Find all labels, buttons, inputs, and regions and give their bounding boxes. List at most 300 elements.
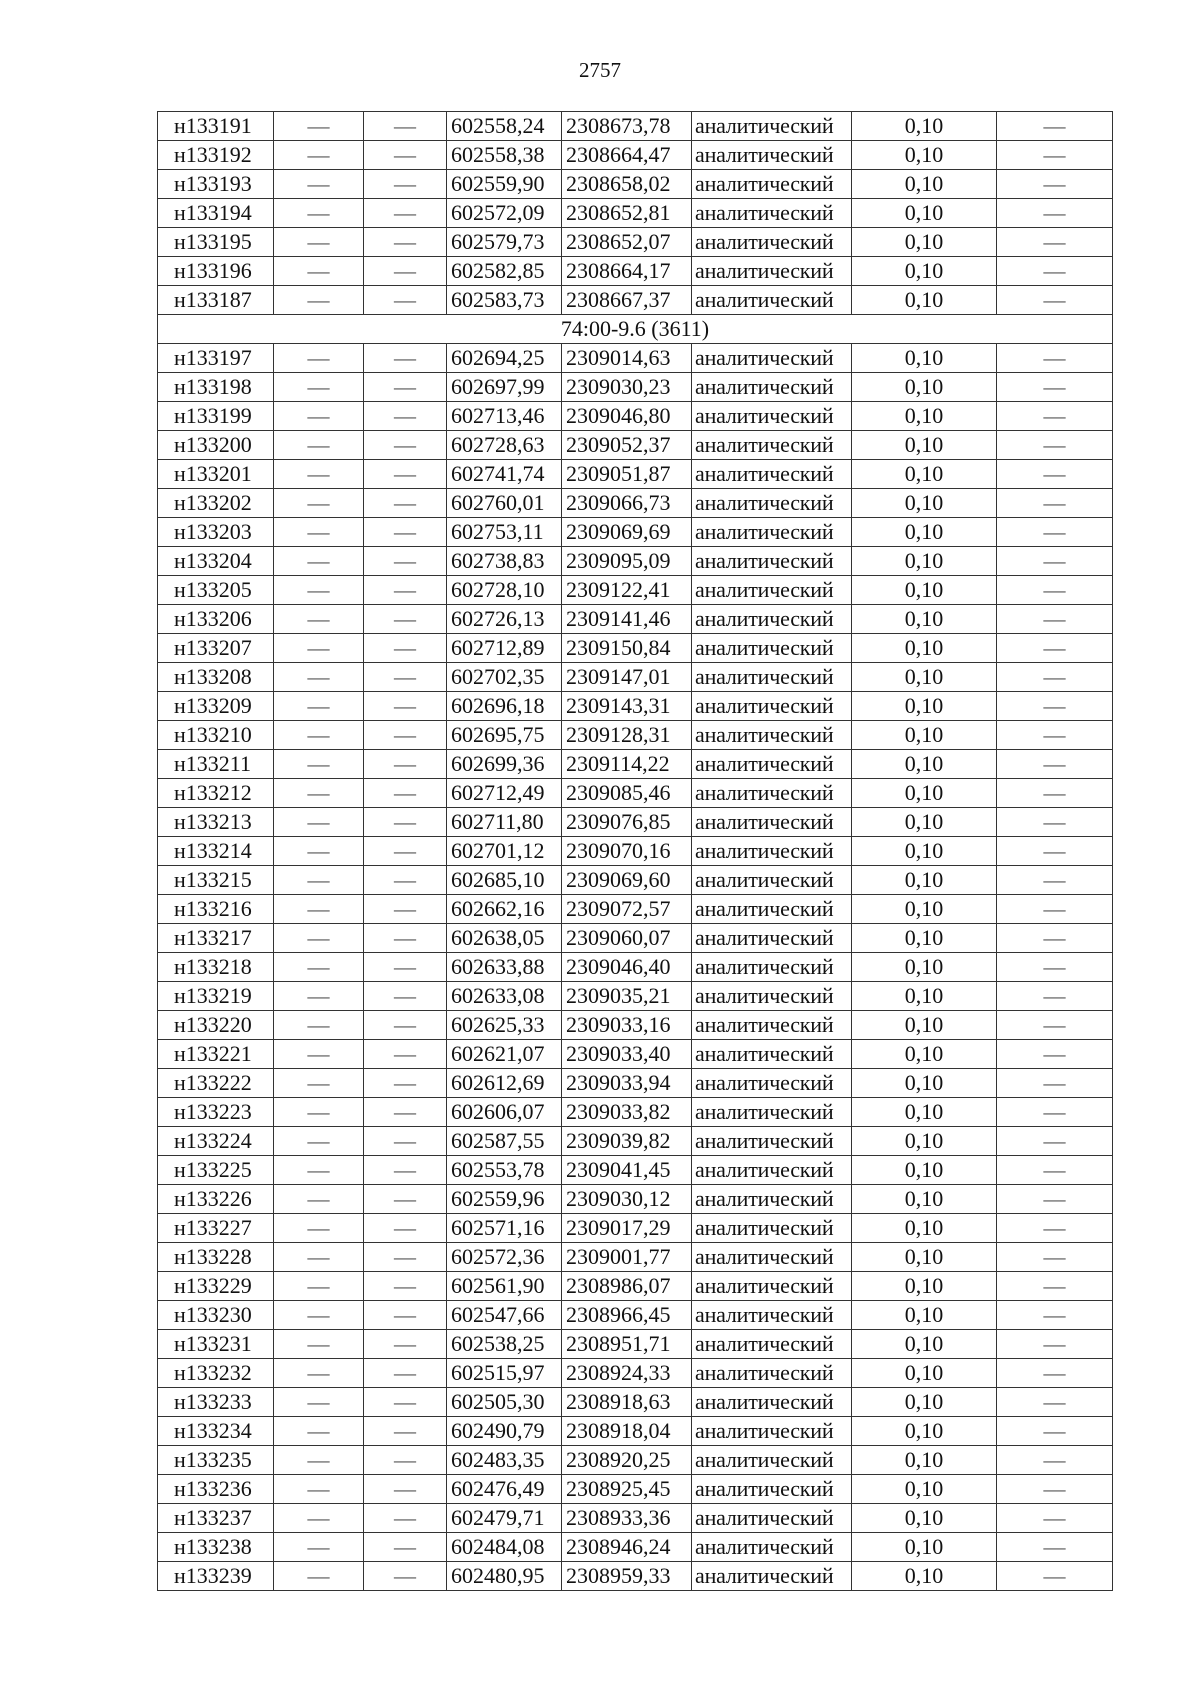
- dash-cell-1: —: [274, 663, 364, 692]
- dash-cell-2: —: [364, 141, 447, 170]
- dash-cell-2: —: [364, 605, 447, 634]
- x-coordinate-cell: 602633,88: [447, 953, 562, 982]
- y-coordinate-cell: 2308933,36: [562, 1504, 692, 1533]
- dash-cell-2: —: [364, 228, 447, 257]
- accuracy-cell: 0,10: [852, 924, 997, 953]
- dash-cell-1: —: [274, 982, 364, 1011]
- dash-cell-2: —: [364, 895, 447, 924]
- method-cell: аналитический: [692, 112, 852, 141]
- dash-cell-1: —: [274, 576, 364, 605]
- accuracy-cell: 0,10: [852, 286, 997, 315]
- accuracy-cell: 0,10: [852, 1359, 997, 1388]
- x-coordinate-cell: 602695,75: [447, 721, 562, 750]
- note-cell: —: [997, 1069, 1113, 1098]
- y-coordinate-cell: 2309150,84: [562, 634, 692, 663]
- y-coordinate-cell: 2309052,37: [562, 431, 692, 460]
- accuracy-cell: 0,10: [852, 1446, 997, 1475]
- dash-cell-1: —: [274, 170, 364, 199]
- dash-cell-1: —: [274, 1417, 364, 1446]
- x-coordinate-cell: 602476,49: [447, 1475, 562, 1504]
- dash-cell-1: —: [274, 837, 364, 866]
- y-coordinate-cell: 2309033,82: [562, 1098, 692, 1127]
- table-row: [158, 228, 1113, 257]
- accuracy-cell: 0,10: [852, 1127, 997, 1156]
- point-id-cell: н133201: [158, 460, 274, 489]
- accuracy-cell: 0,10: [852, 953, 997, 982]
- method-cell: аналитический: [692, 257, 852, 286]
- y-coordinate-cell: 2308918,63: [562, 1388, 692, 1417]
- accuracy-cell: 0,10: [852, 837, 997, 866]
- page-number: 2757: [579, 58, 621, 82]
- accuracy-cell: 0,10: [852, 692, 997, 721]
- accuracy-cell: 0,10: [852, 1069, 997, 1098]
- method-cell: аналитический: [692, 344, 852, 373]
- x-coordinate-cell: 602633,08: [447, 982, 562, 1011]
- method-cell: аналитический: [692, 1475, 852, 1504]
- dash-cell-2: —: [364, 402, 447, 431]
- x-coordinate-cell: 602728,10: [447, 576, 562, 605]
- point-id-cell: н133204: [158, 547, 274, 576]
- point-id-cell: н133219: [158, 982, 274, 1011]
- dash-cell-1: —: [274, 866, 364, 895]
- method-cell: аналитический: [692, 1156, 852, 1185]
- note-cell: —: [997, 1533, 1113, 1562]
- note-cell: —: [997, 924, 1113, 953]
- point-id-cell: н133236: [158, 1475, 274, 1504]
- dash-cell-1: —: [274, 1127, 364, 1156]
- note-cell: —: [997, 1417, 1113, 1446]
- x-coordinate-cell: 602694,25: [447, 344, 562, 373]
- accuracy-cell: 0,10: [852, 1388, 997, 1417]
- x-coordinate-cell: 602738,83: [447, 547, 562, 576]
- table-row: [158, 1272, 1113, 1301]
- table-row: [158, 199, 1113, 228]
- note-cell: —: [997, 779, 1113, 808]
- point-id-cell: н133225: [158, 1156, 274, 1185]
- method-cell: аналитический: [692, 1214, 852, 1243]
- dash-cell-2: —: [364, 1417, 447, 1446]
- point-id-cell: н133202: [158, 489, 274, 518]
- x-coordinate-cell: 602559,96: [447, 1185, 562, 1214]
- accuracy-cell: 0,10: [852, 721, 997, 750]
- point-id-cell: н133239: [158, 1562, 274, 1591]
- method-cell: аналитический: [692, 692, 852, 721]
- accuracy-cell: 0,10: [852, 1504, 997, 1533]
- point-id-cell: н133203: [158, 518, 274, 547]
- dash-cell-2: —: [364, 692, 447, 721]
- point-id-cell: н133234: [158, 1417, 274, 1446]
- x-coordinate-cell: 602515,97: [447, 1359, 562, 1388]
- y-coordinate-cell: 2309147,01: [562, 663, 692, 692]
- dash-cell-2: —: [364, 170, 447, 199]
- table-row: [158, 344, 1113, 373]
- dash-cell-2: —: [364, 547, 447, 576]
- method-cell: аналитический: [692, 1562, 852, 1591]
- x-coordinate-cell: 602728,63: [447, 431, 562, 460]
- y-coordinate-cell: 2308667,37: [562, 286, 692, 315]
- x-coordinate-cell: 602726,13: [447, 605, 562, 634]
- dash-cell-2: —: [364, 1069, 447, 1098]
- method-cell: аналитический: [692, 837, 852, 866]
- x-coordinate-cell: 602582,85: [447, 257, 562, 286]
- y-coordinate-cell: 2308986,07: [562, 1272, 692, 1301]
- point-id-cell: н133195: [158, 228, 274, 257]
- table-row: [158, 373, 1113, 402]
- x-coordinate-cell: 602583,73: [447, 286, 562, 315]
- dash-cell-1: —: [274, 1156, 364, 1185]
- x-coordinate-cell: 602483,35: [447, 1446, 562, 1475]
- note-cell: —: [997, 460, 1113, 489]
- method-cell: аналитический: [692, 1417, 852, 1446]
- note-cell: —: [997, 344, 1113, 373]
- point-id-cell: н133230: [158, 1301, 274, 1330]
- note-cell: —: [997, 1127, 1113, 1156]
- dash-cell-2: —: [364, 1214, 447, 1243]
- method-cell: аналитический: [692, 547, 852, 576]
- method-cell: аналитический: [692, 518, 852, 547]
- note-cell: —: [997, 1040, 1113, 1069]
- accuracy-cell: 0,10: [852, 518, 997, 547]
- accuracy-cell: 0,10: [852, 373, 997, 402]
- method-cell: аналитический: [692, 1011, 852, 1040]
- y-coordinate-cell: 2308925,45: [562, 1475, 692, 1504]
- point-id-cell: н133217: [158, 924, 274, 953]
- dash-cell-1: —: [274, 257, 364, 286]
- section-title: 74:00-9.6 (3611): [158, 315, 1113, 344]
- dash-cell-2: —: [364, 634, 447, 663]
- y-coordinate-cell: 2308652,81: [562, 199, 692, 228]
- dash-cell-1: —: [274, 460, 364, 489]
- note-cell: —: [997, 1243, 1113, 1272]
- dash-cell-1: —: [274, 373, 364, 402]
- method-cell: аналитический: [692, 373, 852, 402]
- method-cell: аналитический: [692, 170, 852, 199]
- table-row: [158, 1533, 1113, 1562]
- dash-cell-1: —: [274, 924, 364, 953]
- x-coordinate-cell: 602572,09: [447, 199, 562, 228]
- table-row: [158, 663, 1113, 692]
- x-coordinate-cell: 602621,07: [447, 1040, 562, 1069]
- accuracy-cell: 0,10: [852, 547, 997, 576]
- dash-cell-1: —: [274, 489, 364, 518]
- note-cell: —: [997, 1330, 1113, 1359]
- dash-cell-1: —: [274, 228, 364, 257]
- method-cell: аналитический: [692, 1040, 852, 1069]
- point-id-cell: н133214: [158, 837, 274, 866]
- table-row: [158, 605, 1113, 634]
- table-row: [158, 866, 1113, 895]
- accuracy-cell: 0,10: [852, 1040, 997, 1069]
- table-row: [158, 1098, 1113, 1127]
- y-coordinate-cell: 2309039,82: [562, 1127, 692, 1156]
- y-coordinate-cell: 2308951,71: [562, 1330, 692, 1359]
- dash-cell-1: —: [274, 402, 364, 431]
- method-cell: аналитический: [692, 982, 852, 1011]
- method-cell: аналитический: [692, 663, 852, 692]
- table-row: [158, 170, 1113, 199]
- accuracy-cell: 0,10: [852, 1330, 997, 1359]
- dash-cell-2: —: [364, 1011, 447, 1040]
- note-cell: —: [997, 837, 1113, 866]
- method-cell: аналитический: [692, 1446, 852, 1475]
- table-row: [158, 141, 1113, 170]
- dash-cell-2: —: [364, 1533, 447, 1562]
- method-cell: аналитический: [692, 721, 852, 750]
- note-cell: —: [997, 1504, 1113, 1533]
- accuracy-cell: 0,10: [852, 228, 997, 257]
- dash-cell-2: —: [364, 982, 447, 1011]
- dash-cell-1: —: [274, 953, 364, 982]
- y-coordinate-cell: 2308658,02: [562, 170, 692, 199]
- table-row: [158, 1417, 1113, 1446]
- dash-cell-2: —: [364, 1185, 447, 1214]
- note-cell: —: [997, 663, 1113, 692]
- note-cell: —: [997, 692, 1113, 721]
- point-id-cell: н133211: [158, 750, 274, 779]
- y-coordinate-cell: 2308673,78: [562, 112, 692, 141]
- table-row: [158, 924, 1113, 953]
- y-coordinate-cell: 2309041,45: [562, 1156, 692, 1185]
- accuracy-cell: 0,10: [852, 663, 997, 692]
- x-coordinate-cell: 602558,38: [447, 141, 562, 170]
- x-coordinate-cell: 602701,12: [447, 837, 562, 866]
- note-cell: —: [997, 257, 1113, 286]
- y-coordinate-cell: 2309017,29: [562, 1214, 692, 1243]
- y-coordinate-cell: 2308946,24: [562, 1533, 692, 1562]
- y-coordinate-cell: 2308924,33: [562, 1359, 692, 1388]
- note-cell: —: [997, 1156, 1113, 1185]
- y-coordinate-cell: 2308664,17: [562, 257, 692, 286]
- point-id-cell: н133192: [158, 141, 274, 170]
- dash-cell-2: —: [364, 808, 447, 837]
- note-cell: —: [997, 1272, 1113, 1301]
- dash-cell-1: —: [274, 431, 364, 460]
- method-cell: аналитический: [692, 1301, 852, 1330]
- note-cell: —: [997, 112, 1113, 141]
- dash-cell-1: —: [274, 141, 364, 170]
- table-row: [158, 1475, 1113, 1504]
- method-cell: аналитический: [692, 634, 852, 663]
- point-id-cell: н133209: [158, 692, 274, 721]
- method-cell: аналитический: [692, 402, 852, 431]
- accuracy-cell: 0,10: [852, 141, 997, 170]
- x-coordinate-cell: 602559,90: [447, 170, 562, 199]
- accuracy-cell: 0,10: [852, 431, 997, 460]
- dash-cell-2: —: [364, 257, 447, 286]
- accuracy-cell: 0,10: [852, 808, 997, 837]
- point-id-cell: н133223: [158, 1098, 274, 1127]
- y-coordinate-cell: 2309085,46: [562, 779, 692, 808]
- dash-cell-1: —: [274, 1330, 364, 1359]
- dash-cell-1: —: [274, 1475, 364, 1504]
- method-cell: аналитический: [692, 489, 852, 518]
- x-coordinate-cell: 602480,95: [447, 1562, 562, 1591]
- point-id-cell: н133207: [158, 634, 274, 663]
- point-id-cell: н133227: [158, 1214, 274, 1243]
- table-row: [158, 286, 1113, 315]
- note-cell: —: [997, 1388, 1113, 1417]
- dash-cell-1: —: [274, 199, 364, 228]
- point-id-cell: н133200: [158, 431, 274, 460]
- note-cell: —: [997, 1098, 1113, 1127]
- method-cell: аналитический: [692, 866, 852, 895]
- note-cell: —: [997, 141, 1113, 170]
- dash-cell-1: —: [274, 1359, 364, 1388]
- x-coordinate-cell: 602606,07: [447, 1098, 562, 1127]
- point-id-cell: н133221: [158, 1040, 274, 1069]
- x-coordinate-cell: 602547,66: [447, 1301, 562, 1330]
- x-coordinate-cell: 602702,35: [447, 663, 562, 692]
- note-cell: —: [997, 518, 1113, 547]
- method-cell: аналитический: [692, 605, 852, 634]
- dash-cell-1: —: [274, 112, 364, 141]
- y-coordinate-cell: 2309030,12: [562, 1185, 692, 1214]
- x-coordinate-cell: 602760,01: [447, 489, 562, 518]
- accuracy-cell: 0,10: [852, 895, 997, 924]
- dash-cell-2: —: [364, 721, 447, 750]
- table-row: [158, 1243, 1113, 1272]
- y-coordinate-cell: 2309060,07: [562, 924, 692, 953]
- dash-cell-1: —: [274, 1562, 364, 1591]
- y-coordinate-cell: 2309033,94: [562, 1069, 692, 1098]
- table-row: [158, 1156, 1113, 1185]
- accuracy-cell: 0,10: [852, 634, 997, 663]
- y-coordinate-cell: 2309095,09: [562, 547, 692, 576]
- table-row: [158, 1359, 1113, 1388]
- method-cell: аналитический: [692, 808, 852, 837]
- table-row: [158, 1040, 1113, 1069]
- note-cell: —: [997, 489, 1113, 518]
- dash-cell-2: —: [364, 866, 447, 895]
- point-id-cell: н133228: [158, 1243, 274, 1272]
- accuracy-cell: 0,10: [852, 1243, 997, 1272]
- table-row: [158, 460, 1113, 489]
- x-coordinate-cell: 602553,78: [447, 1156, 562, 1185]
- dash-cell-2: —: [364, 489, 447, 518]
- x-coordinate-cell: 602484,08: [447, 1533, 562, 1562]
- note-cell: —: [997, 1214, 1113, 1243]
- dash-cell-2: —: [364, 750, 447, 779]
- dash-cell-2: —: [364, 1301, 447, 1330]
- accuracy-cell: 0,10: [852, 1098, 997, 1127]
- note-cell: —: [997, 721, 1113, 750]
- point-id-cell: н133224: [158, 1127, 274, 1156]
- dash-cell-2: —: [364, 779, 447, 808]
- method-cell: аналитический: [692, 141, 852, 170]
- y-coordinate-cell: 2309033,16: [562, 1011, 692, 1040]
- dash-cell-1: —: [274, 518, 364, 547]
- x-coordinate-cell: 602685,10: [447, 866, 562, 895]
- dash-cell-2: —: [364, 924, 447, 953]
- dash-cell-1: —: [274, 286, 364, 315]
- dash-cell-1: —: [274, 721, 364, 750]
- dash-cell-1: —: [274, 1214, 364, 1243]
- x-coordinate-cell: 602571,16: [447, 1214, 562, 1243]
- y-coordinate-cell: 2309143,31: [562, 692, 692, 721]
- note-cell: —: [997, 1301, 1113, 1330]
- note-cell: —: [997, 547, 1113, 576]
- note-cell: —: [997, 895, 1113, 924]
- accuracy-cell: 0,10: [852, 1272, 997, 1301]
- table-row: [158, 750, 1113, 779]
- note-cell: —: [997, 402, 1113, 431]
- method-cell: аналитический: [692, 924, 852, 953]
- point-id-cell: н133222: [158, 1069, 274, 1098]
- y-coordinate-cell: 2308920,25: [562, 1446, 692, 1475]
- method-cell: аналитический: [692, 460, 852, 489]
- x-coordinate-cell: 602558,24: [447, 112, 562, 141]
- point-id-cell: н133237: [158, 1504, 274, 1533]
- dash-cell-2: —: [364, 1446, 447, 1475]
- dash-cell-1: —: [274, 1272, 364, 1301]
- dash-cell-1: —: [274, 895, 364, 924]
- note-cell: —: [997, 808, 1113, 837]
- x-coordinate-cell: 602579,73: [447, 228, 562, 257]
- y-coordinate-cell: 2309051,87: [562, 460, 692, 489]
- y-coordinate-cell: 2309069,60: [562, 866, 692, 895]
- accuracy-cell: 0,10: [852, 1562, 997, 1591]
- table-row: [158, 1011, 1113, 1040]
- dash-cell-2: —: [364, 286, 447, 315]
- accuracy-cell: 0,10: [852, 344, 997, 373]
- note-cell: —: [997, 866, 1113, 895]
- table-row: [158, 1301, 1113, 1330]
- dash-cell-2: —: [364, 1330, 447, 1359]
- dash-cell-2: —: [364, 1127, 447, 1156]
- x-coordinate-cell: 602696,18: [447, 692, 562, 721]
- table-row: [158, 953, 1113, 982]
- method-cell: аналитический: [692, 228, 852, 257]
- table-row: [158, 547, 1113, 576]
- table-row: [158, 779, 1113, 808]
- method-cell: аналитический: [692, 1330, 852, 1359]
- dash-cell-2: —: [364, 199, 447, 228]
- dash-cell-1: —: [274, 1301, 364, 1330]
- accuracy-cell: 0,10: [852, 460, 997, 489]
- note-cell: —: [997, 576, 1113, 605]
- point-id-cell: н133196: [158, 257, 274, 286]
- dash-cell-1: —: [274, 344, 364, 373]
- accuracy-cell: 0,10: [852, 257, 997, 286]
- x-coordinate-cell: 602697,99: [447, 373, 562, 402]
- y-coordinate-cell: 2309046,40: [562, 953, 692, 982]
- y-coordinate-cell: 2308664,47: [562, 141, 692, 170]
- point-id-cell: н133235: [158, 1446, 274, 1475]
- accuracy-cell: 0,10: [852, 1156, 997, 1185]
- y-coordinate-cell: 2309114,22: [562, 750, 692, 779]
- point-id-cell: н133213: [158, 808, 274, 837]
- point-id-cell: н133197: [158, 344, 274, 373]
- dash-cell-2: —: [364, 1388, 447, 1417]
- table-row: [158, 1562, 1113, 1591]
- point-id-cell: н133216: [158, 895, 274, 924]
- accuracy-cell: 0,10: [852, 866, 997, 895]
- point-id-cell: н133194: [158, 199, 274, 228]
- table-row: [158, 895, 1113, 924]
- accuracy-cell: 0,10: [852, 170, 997, 199]
- table-row: [158, 808, 1113, 837]
- dash-cell-2: —: [364, 344, 447, 373]
- coordinates-table: [157, 111, 1113, 1591]
- y-coordinate-cell: 2308918,04: [562, 1417, 692, 1446]
- dash-cell-1: —: [274, 634, 364, 663]
- x-coordinate-cell: 602561,90: [447, 1272, 562, 1301]
- accuracy-cell: 0,10: [852, 605, 997, 634]
- x-coordinate-cell: 602572,36: [447, 1243, 562, 1272]
- dash-cell-1: —: [274, 1533, 364, 1562]
- x-coordinate-cell: 602662,16: [447, 895, 562, 924]
- dash-cell-1: —: [274, 1011, 364, 1040]
